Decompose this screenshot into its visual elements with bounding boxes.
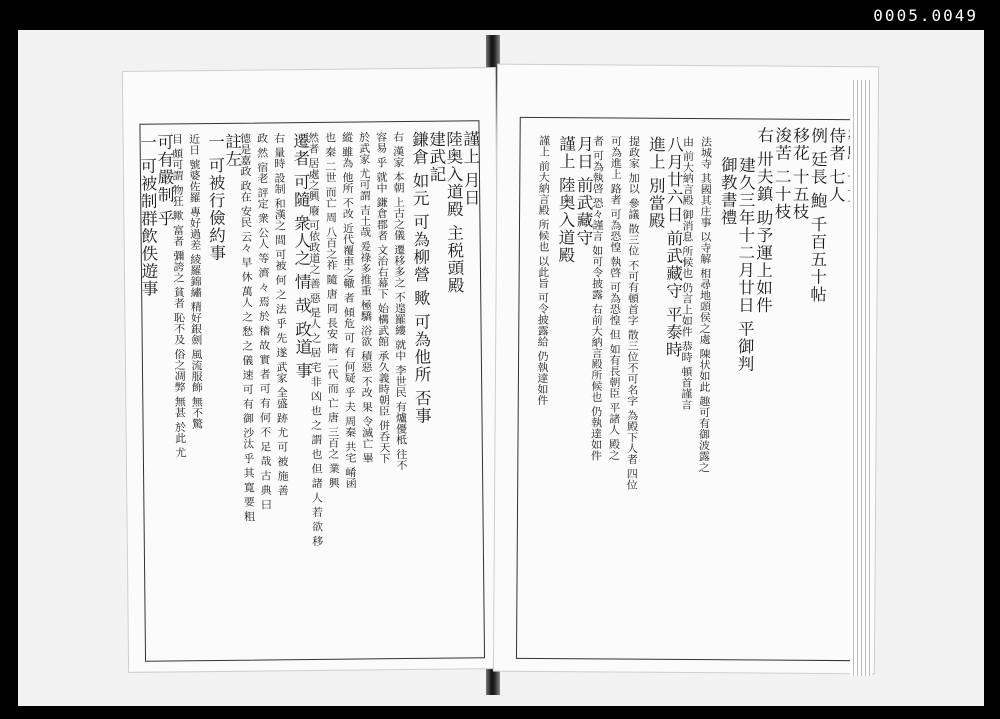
left_page-column: 也 秦 二世 而亡 周 八百之祚 隨 唐 同 長安 隋 二代 而 亡 唐 三百之 業 興: [323, 131, 341, 489]
frame-id: 0005.0049: [873, 6, 978, 25]
right_page-column: 浚苦 二十枝: [772, 126, 792, 221]
right_page-column: 侍者 七人: [826, 126, 846, 204]
left_page-column: 右 漢家 本朝 上古之儀 遷移多之 不遑羅縷 就中 李世民 有爐優柢 往不: [391, 131, 409, 471]
left_page-column: 然者 居處之興 廢 可依政道之 善 惡 是人 之 居 宅 非 凶 也 之 謂 也 但 諸 人 若 欲 移: [306, 131, 324, 547]
right_page-column: 謹上 陸奥入道殿: [555, 135, 576, 264]
left_page-column: 近日 號婆佐羅 專好過差 綾羅錦繡 精好銀劍 風流服飾 無不驚: [187, 133, 204, 430]
left_page-column: 縱 雖為 他所 不改 近代覆車之轍 者 傾危 可 有 何疑 乎 夫 周秦 共宅 崤函: [340, 131, 358, 489]
left_page-column: 謹上 月日: [460, 130, 481, 207]
right_page-column: 者 可為執啓 恐々謹言 如可令披露 右前大納言殿所候也 仍執達如件: [589, 135, 605, 461]
microfilm-frame: [18, 30, 984, 706]
left_page-column: 德是嘉政 政在 安民 云々 早 休 萬人 之 愁 之 儀 速 可 有 御 沙汰 乎 其 寛 要 粗: [238, 132, 256, 522]
left_page-column: 註左: [222, 132, 242, 168]
left_page-column: 建武記: [426, 130, 447, 184]
right_page-column: 月日 前武藏守: [573, 135, 594, 247]
left_page-column: 於武家 尤可謂 吉土哉 爰祿多推重 極驕 浴欲 積惡 不改 果 令滅亡 畢: [357, 131, 374, 464]
right_page-column: 移花 十五枝: [790, 126, 810, 221]
right_page-column: 由 前大納言殿 御消息 所候也 仍言上如件 恭時 頓首謹言: [679, 135, 695, 411]
left_page-column: 可有嚴制 乎: [154, 133, 175, 228]
left-page: [123, 68, 501, 672]
left_page-column: 目 頗可謂 物狂 歟 富者 彌誇之 貧者 恥不及 俗之凋弊 無甚 於此 尤: [170, 133, 187, 458]
right_page-column: 右 卅夫鎮 助予運上如件: [753, 126, 774, 315]
right_page-column: 法城寺 其國其庄事 以寺解 相尋地頭侯之處 陳状如此 趣可有御波露之: [697, 136, 713, 473]
right_page-column: 建久三年十二月廿日 平御判: [734, 156, 756, 373]
right_page-column: 可為進上 路者 可為恐惶 執啓 可為恐惶 但 如有長朝臣 平諸人 殿之: [607, 135, 623, 461]
left_page-column: 鎌倉 如元 可為柳營 歟 可為他所 否事: [409, 130, 432, 425]
right-page: [494, 65, 878, 674]
left_page-column: 一 可被行儉約事: [205, 132, 226, 262]
left_page-column: 政 然 宿老 評定 衆 公人 等 濟 々 焉 於 稽 故 實 者 可 有 何 不 足 哉 古 典 曰: [255, 132, 273, 510]
left_page-column: 容易 乎 就中 鎌倉郡者 文治右幕下 始構武館 承久義時朝臣 併呑天下: [374, 131, 391, 464]
right_page-column: 進上 別當殿: [645, 135, 666, 230]
right_page-column: 提政家 加以 參議 散三位 不可有頓首字 散三位不可名字 為殿下人者 四位: [625, 135, 641, 491]
page-edges: [850, 80, 872, 676]
left_page-column: 陸奥入道殿 主税頭殿: [443, 130, 465, 295]
left_page-column: 右 量時 設制 和漢之 間 可被 何 之 法 乎 先 遂 武家 全盛 跡 尤 可 被 施 善: [272, 132, 290, 496]
left_page-column: 遷者 可隨 衆人之 情 哉 政道 事: [290, 132, 313, 380]
right_page-column: 御教書禮: [717, 156, 738, 227]
right_page-column: 謹上 前大納言殿 所候也 以此旨 可令披露給 仍執達如件: [535, 134, 551, 406]
right_page-column: 例 廷長 鮑 千百五十帖: [807, 126, 828, 304]
left_page-column: 一 可被制群飲佚遊事: [137, 133, 159, 298]
right_page-column: 八月廿六日 前武藏守 平泰時: [663, 135, 684, 359]
